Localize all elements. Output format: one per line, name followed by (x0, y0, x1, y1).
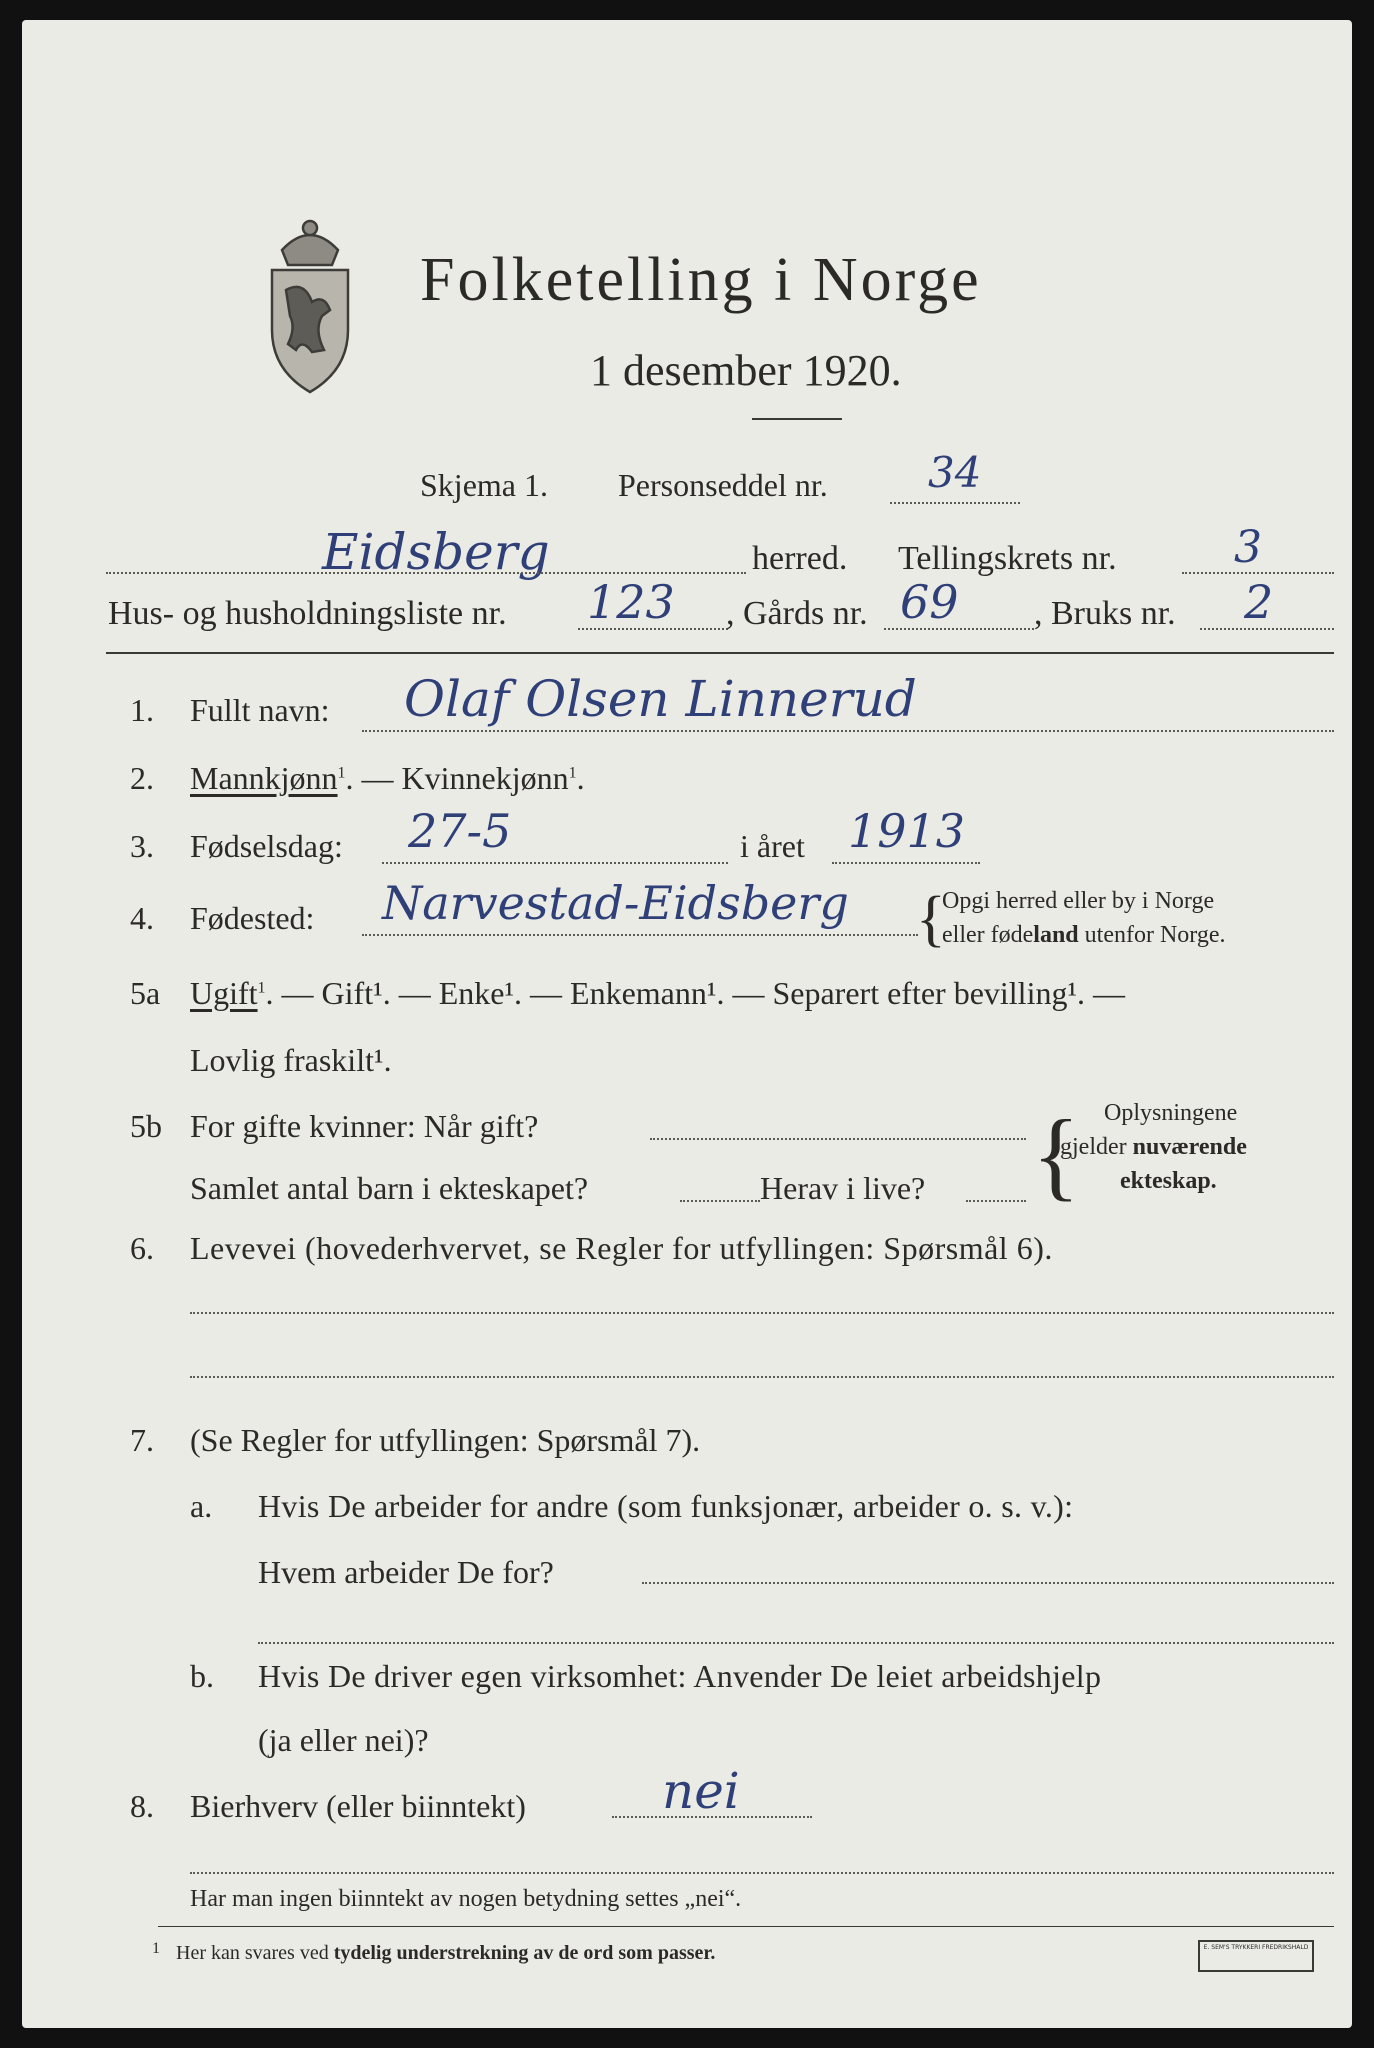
form-date: 1 desember 1920. (590, 346, 902, 395)
q5b-label3: Herav i live? (760, 1170, 926, 1206)
q5a-ugift-option: Ugift (190, 975, 258, 1011)
husliste-label: Hus- og husholdningsliste nr. (108, 595, 507, 632)
q7b-number: b. (190, 1658, 214, 1694)
q7-label: (Se Regler for utfyllingen: Spørsmål 7). (190, 1422, 701, 1458)
q2-number: 2. (130, 760, 154, 796)
q7a-number: a. (190, 1488, 213, 1524)
gards-value: 69 (900, 575, 959, 629)
q8-label: Bierhverv (eller biinntekt) (190, 1788, 526, 1824)
q1-number: 1. (130, 692, 154, 728)
husliste-value: 123 (587, 575, 675, 629)
q5b-note-line1: Oplysningene (1104, 1100, 1238, 1126)
q5a-number: 5a (130, 975, 161, 1011)
q5b-label1: For gifte kvinner: Når gift? (190, 1108, 539, 1144)
q2-female-option: Kvinnekjønn (401, 760, 569, 796)
q8-number: 8. (130, 1788, 154, 1824)
header-divider (106, 652, 1334, 654)
q7-number: 7. (130, 1422, 154, 1458)
tellingskrets-label: Tellingskrets nr. (898, 540, 1117, 577)
q6-label: Levevei (hovederhvervet, se Regler for utfyllingen: Spørsmål 6). (190, 1230, 1053, 1266)
q1-full-name: Olaf Olsen Linnerud (404, 670, 917, 728)
q4-note-line1: Opgi herred eller by i Norge (942, 888, 1215, 914)
skjema-label: Skjema 1. (420, 467, 548, 503)
q7a-text1: Hvis De arbeider for andre (som funksjonær, arbeider o. s. v.): (258, 1488, 1074, 1524)
personseddel-value: 34 (928, 448, 982, 497)
q5b-note-line2: gjelder nuværende (1060, 1134, 1247, 1160)
q7a-text2: Hvem arbeider De for? (258, 1554, 554, 1590)
q2-male-option: Mannkjønn (190, 760, 338, 796)
biinntekt-note: Har man ingen biinntekt av nogen betydning settes „nei“. (190, 1886, 742, 1912)
q2-text: Mannkjønn$^1$. — Kvinnekjønn$^1$. (190, 760, 585, 796)
form-title: Folketelling i Norge (420, 246, 982, 314)
q3-year-label: i året (740, 828, 805, 864)
q3-number: 3. (130, 828, 154, 864)
q5b-note-line3: ekteskap. (1120, 1168, 1217, 1194)
q5a-line2: Lovlig fraskilt¹. (190, 1042, 392, 1078)
q4-note-line2: eller fødeland utenfor Norge. (942, 922, 1226, 948)
census-form: Folketelling i Norge 1 desember 1920. Skjema 1. Personseddel nr. 34 Eidsberg herred. Tellingskrets nr. 3 Hus- og husholdningsliste nr. 123 , Gårds nr. 69 , Bruks nr. 2 1. Fullt navn: Olaf Olsen Linnerud 2. Mannkjønn$^1$. — Kvinnekjønn$^1$. 3. Fødselsdag: 27-5 i året 1913 4. Fødested: Narvestad-Eidsberg { Opgi herred eller by i Norge eller fødeland utenfor Norge. 5a Ugift$^1$. — Gift¹. — Enke¹. — Enkemann¹. — Separert efter bevilling¹. — Lovlig fraskilt¹. 5b For gifte kvinner: Når gift? Samlet antal barn i ekteskapet? Herav i live? { Oplysningene gjelder nuværende ekteskap. 6. Levevei (hovederhvervet, se Regler for utfyllingen: Spørsmål 6). 7. (Se Regler for utfyllingen: Spørsmål 7). a. Hvis De arbeider for andre (som funksjonær, arbeider o. s. v.): Hvem arbeider De for? b. Hvis De driver egen virksomhet: Anvender De leiet arbeidshjelp (ja eller nei)? 8. Bierhverv (eller biinntekt) nei Har man ingen biinntekt av nogen betydning settes „nei“. 1 Her kan svares ved tydelig understrekning av de ord som passer. E. SEM'S TRYKKERI FREDRIKSHALD (22, 20, 1352, 2028)
q5b-number: 5b (130, 1108, 162, 1144)
q8-value: nei (662, 1762, 740, 1820)
herred-value: Eidsberg (322, 523, 550, 581)
q6-number: 6. (130, 1230, 154, 1266)
printer-stamp: E. SEM'S TRYKKERI FREDRIKSHALD (1198, 1940, 1314, 1972)
title-divider (752, 418, 842, 420)
footnote-divider (158, 1926, 1334, 1927)
bruks-label: , Bruks nr. (1034, 595, 1176, 632)
coat-of-arms-icon (252, 210, 368, 400)
q4-label: Fødested: (190, 900, 315, 936)
footnote-mark: 1 (152, 1940, 160, 1957)
footnote-text: Her kan svares ved tydelig understrekning av de ord som passer. (176, 1942, 716, 1964)
herred-label: herred. (752, 540, 848, 577)
q3-birth-year: 1913 (848, 804, 966, 858)
bruks-value: 2 (1244, 575, 1274, 629)
q1-label: Fullt navn: (190, 692, 330, 728)
gards-label: , Gårds nr. (726, 595, 868, 632)
q5b-label2: Samlet antal barn i ekteskapet? (190, 1170, 589, 1206)
q3-label: Fødselsdag: (190, 828, 343, 864)
q5a-options: Ugift$^1$. — Gift¹. — Enke¹. — Enkemann¹. — Separert efter bevilling¹. — (190, 975, 1126, 1011)
personseddel-label: Personseddel nr. (618, 467, 828, 503)
q7b-text1: Hvis De driver egen virksomhet: Anvender De leiet arbeidshjelp (258, 1658, 1102, 1694)
tellingskrets-value: 3 (1234, 522, 1262, 573)
q7b-text2: (ja eller nei)? (258, 1722, 429, 1758)
q3-birth-day: 27-5 (408, 804, 512, 858)
q4-number: 4. (130, 900, 154, 936)
q4-birthplace: Narvestad-Eidsberg (382, 876, 849, 930)
